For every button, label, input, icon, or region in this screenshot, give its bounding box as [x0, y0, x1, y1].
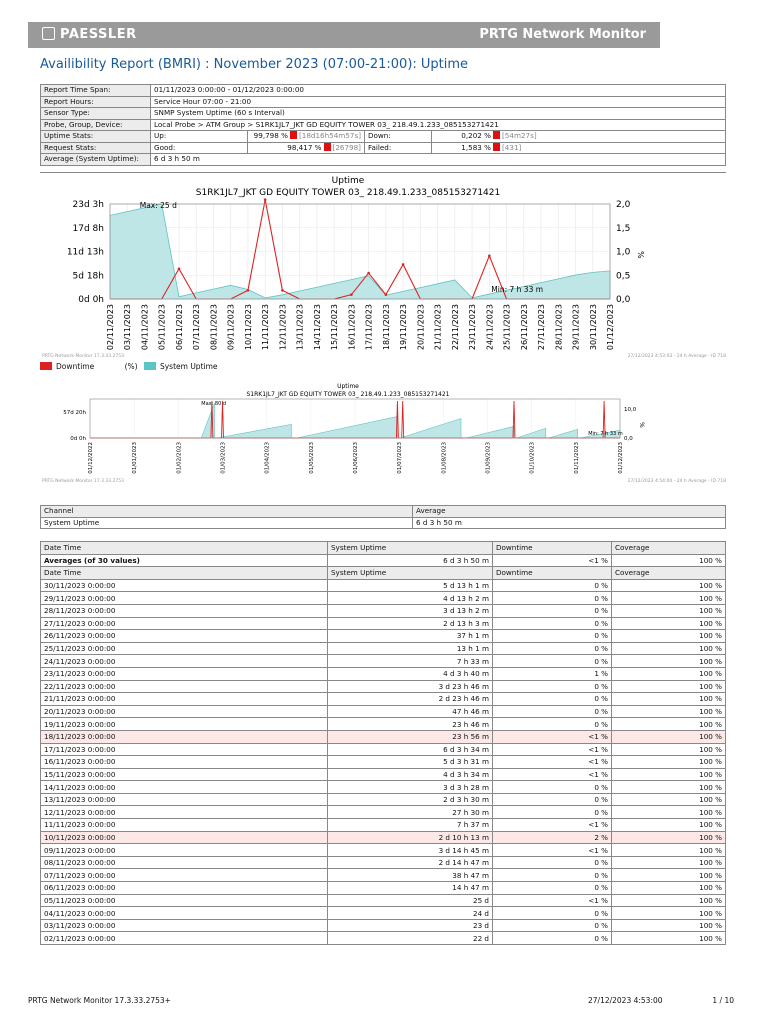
- row-uptime: 37 h 1 m: [328, 630, 493, 643]
- row-uptime: 25 d: [328, 894, 493, 907]
- row-coverage: 100 %: [612, 592, 726, 605]
- col-header: Date Time: [41, 567, 328, 580]
- x-tick: 01/07/2023: [397, 442, 404, 474]
- logo-text: PAESSLER: [60, 27, 137, 42]
- y-right-tick: 1,5: [616, 223, 631, 234]
- avg-downtime: <1 %: [493, 554, 612, 567]
- report-header: [28, 22, 660, 48]
- x-tick: 12/11/2023: [278, 304, 288, 351]
- down-duration: [54m27s]: [502, 131, 537, 141]
- row-datetime: 22/11/2023 0:00:00: [41, 680, 328, 693]
- row-uptime: 2 d 3 h 30 m: [328, 793, 493, 806]
- table-row: [41, 894, 726, 907]
- row-datetime: 07/11/2023 0:00:00: [41, 869, 328, 882]
- row-datetime: 26/11/2023 0:00:00: [41, 630, 328, 643]
- max-label: Max: 80 d: [201, 401, 227, 407]
- table-row: [41, 856, 726, 869]
- info-value: SNMP System Uptime (60 s Interval): [151, 108, 726, 120]
- x-tick: 02/11/2023: [106, 304, 115, 351]
- channel-name: System Uptime: [41, 517, 413, 529]
- failed-percent: 1,583 %: [461, 142, 491, 152]
- row-coverage: 100 %: [612, 932, 726, 945]
- row-coverage: 100 %: [612, 768, 726, 781]
- col-header: Coverage: [612, 567, 726, 580]
- y-right-unit: %: [638, 422, 645, 428]
- row-datetime: 21/11/2023 0:00:00: [41, 693, 328, 706]
- min-label: Min: 7 h 33 m: [491, 285, 544, 294]
- up-bar: [290, 131, 297, 139]
- chart-footer-right: 27/12/2023 4:54:04 - 24 h Average - ID 718: [627, 479, 726, 484]
- downtime-point: [402, 263, 405, 266]
- row-downtime: 0 %: [493, 882, 612, 895]
- row-downtime: 0 %: [493, 856, 612, 869]
- x-tick: 10/11/2023: [243, 304, 253, 351]
- y-right-tick: 0,5: [616, 271, 631, 282]
- x-tick: 29/11/2023: [571, 304, 581, 351]
- row-uptime: 2 d 10 h 13 m: [328, 831, 493, 844]
- row-coverage: 100 %: [612, 806, 726, 819]
- row-uptime: 4 d 3 h 40 m: [328, 667, 493, 680]
- legend-unit: (%): [124, 362, 138, 371]
- row-datetime: 27/11/2023 0:00:00: [41, 617, 328, 630]
- downtime-point: [247, 289, 250, 292]
- x-tick: 13/11/2023: [295, 304, 305, 351]
- row-uptime: 3 d 3 h 28 m: [328, 781, 493, 794]
- row-uptime: 4 d 13 h 2 m: [328, 592, 493, 605]
- row-downtime: <1 %: [493, 894, 612, 907]
- x-tick: 01/02/2023: [176, 442, 183, 474]
- row-uptime: 3 d 13 h 2 m: [328, 604, 493, 617]
- row-downtime: 0 %: [493, 680, 612, 693]
- failed-bar: [493, 143, 500, 151]
- uptime-chart-1y: [40, 382, 726, 487]
- x-tick: 01/12/2023: [606, 304, 615, 351]
- table-row: [41, 756, 726, 769]
- good-label: Good:: [151, 142, 248, 154]
- downtime-point: [488, 255, 491, 258]
- row-datetime: 19/11/2023 0:00:00: [41, 718, 328, 731]
- row-downtime: <1 %: [493, 730, 612, 743]
- channel-average: 6 d 3 h 50 m: [413, 517, 726, 529]
- chart-subtitle: S1RK1JL7_JKT GD EQUITY TOWER 03_ 218.49.1.233_085153271421: [246, 391, 450, 398]
- table-row: [41, 793, 726, 806]
- table-row: [41, 617, 726, 630]
- row-uptime: 3 d 23 h 46 m: [328, 680, 493, 693]
- row-coverage: 100 %: [612, 743, 726, 756]
- chart-footer-left: PRTG Network Monitor 17.3.33.2753: [42, 354, 124, 359]
- row-datetime: 20/11/2023 0:00:00: [41, 705, 328, 718]
- x-tick: 24/11/2023: [485, 304, 495, 351]
- row-coverage: 100 %: [612, 831, 726, 844]
- y-right-tick: 2,0: [616, 200, 631, 210]
- x-tick: 23/11/2023: [468, 304, 478, 351]
- info-value: 6 d 3 h 50 m: [151, 154, 726, 166]
- down-label: Down:: [365, 131, 432, 143]
- info-label: Report Time Span:: [41, 85, 151, 97]
- info-label: Probe, Group, Device:: [41, 119, 151, 131]
- uptime-chart-1y-svg: [40, 382, 726, 487]
- x-tick: 01/10/2023: [529, 441, 536, 474]
- row-coverage: 100 %: [612, 882, 726, 895]
- table-row: [41, 907, 726, 920]
- table-row: [41, 604, 726, 617]
- row-coverage: 100 %: [612, 718, 726, 731]
- row-coverage: 100 %: [612, 756, 726, 769]
- up-percent: 99,798 %: [253, 131, 288, 141]
- report-info-table: [40, 84, 726, 166]
- row-datetime: 12/11/2023 0:00:00: [41, 806, 328, 819]
- x-tick: 21/11/2023: [433, 304, 443, 351]
- x-tick: 20/11/2023: [416, 304, 426, 351]
- row-uptime: 47 h 46 m: [328, 705, 493, 718]
- row-datetime: 06/11/2023 0:00:00: [41, 882, 328, 895]
- x-tick: 19/11/2023: [399, 304, 409, 351]
- row-datetime: 18/11/2023 0:00:00: [41, 730, 328, 743]
- row-downtime: 0 %: [493, 806, 612, 819]
- info-label: Report Hours:: [41, 96, 151, 108]
- table-row: [41, 869, 726, 882]
- row-uptime: 6 d 3 h 34 m: [328, 743, 493, 756]
- row-uptime: 5 d 3 h 31 m: [328, 756, 493, 769]
- x-tick: 01/06/2023: [353, 442, 359, 474]
- row-coverage: 100 %: [612, 819, 726, 832]
- row-coverage: 100 %: [612, 630, 726, 643]
- row-datetime: 13/11/2023 0:00:00: [41, 793, 328, 806]
- row-downtime: <1 %: [493, 756, 612, 769]
- row-uptime: 2 d 23 h 46 m: [328, 693, 493, 706]
- x-tick: 01/09/2023: [485, 442, 492, 474]
- row-downtime: 0 %: [493, 919, 612, 932]
- x-tick: 16/11/2023: [347, 304, 357, 351]
- table-row: [41, 781, 726, 794]
- table-row: [41, 743, 726, 756]
- downtime-swatch: [40, 362, 52, 370]
- down-value: [432, 131, 726, 143]
- y-left-tick: 17d 8h: [72, 223, 104, 234]
- x-tick: 01/01/2023: [132, 442, 139, 474]
- min-label: Min: 7 h 33 m: [588, 431, 623, 437]
- row-uptime: 23 d: [328, 919, 493, 932]
- downtime-point: [350, 293, 353, 296]
- x-tick: 05/11/2023: [157, 304, 167, 351]
- table-row: [41, 693, 726, 706]
- chart-title: Uptime: [331, 176, 365, 186]
- table-row: [41, 932, 726, 945]
- row-downtime: 0 %: [493, 655, 612, 668]
- row-downtime: 0 %: [493, 869, 612, 882]
- col-header: Downtime: [493, 542, 612, 555]
- good-value: [248, 142, 365, 154]
- x-tick: 01/03/2023: [220, 442, 227, 474]
- row-datetime: 10/11/2023 0:00:00: [41, 831, 328, 844]
- row-coverage: 100 %: [612, 730, 726, 743]
- row-coverage: 100 %: [612, 894, 726, 907]
- x-tick: 06/11/2023: [174, 304, 184, 351]
- up-duration: [18d16h54m57s]: [298, 131, 361, 141]
- row-coverage: 100 %: [612, 655, 726, 668]
- chart-footer-left: PRTG Network Monitor 17.3.33.2753: [42, 479, 124, 484]
- row-downtime: 1 %: [493, 667, 612, 680]
- average-header: Average: [413, 506, 726, 518]
- x-tick: 01/12/2022: [88, 442, 94, 474]
- footer-left: PRTG Network Monitor 17.3.33.2753+: [28, 996, 171, 1005]
- downtime-point: [367, 272, 370, 275]
- y-left-tick: 23d 3h: [72, 200, 104, 210]
- failed-value: [432, 142, 726, 154]
- y-left-tick: 5d 18h: [72, 271, 104, 282]
- y-left-tick: 0d 0h: [78, 295, 104, 305]
- row-coverage: 100 %: [612, 604, 726, 617]
- row-datetime: 11/11/2023 0:00:00: [41, 819, 328, 832]
- table-row: [41, 882, 726, 895]
- row-downtime: 0 %: [493, 630, 612, 643]
- table-row: [41, 630, 726, 643]
- row-coverage: 100 %: [612, 693, 726, 706]
- row-downtime: <1 %: [493, 819, 612, 832]
- downtime-point: [264, 198, 267, 201]
- y-right-tick: 10,0: [624, 407, 637, 413]
- x-tick: 01/12/2023: [618, 442, 624, 474]
- chart-subtitle: S1RK1JL7_JKT GD EQUITY TOWER 03_ 218.49.1.233_085153271421: [195, 188, 501, 198]
- row-uptime: 23 h 46 m: [328, 718, 493, 731]
- table-row: [41, 768, 726, 781]
- x-tick: 17/11/2023: [364, 304, 374, 351]
- paessler-logo: [42, 27, 137, 42]
- col-header: Date Time: [41, 542, 328, 555]
- report-title: Availibility Report (BMRI) : November 2023 (07:00-21:00): Uptime: [40, 57, 469, 72]
- row-uptime: 38 h 47 m: [328, 869, 493, 882]
- row-datetime: 03/11/2023 0:00:00: [41, 919, 328, 932]
- row-coverage: 100 %: [612, 781, 726, 794]
- x-tick: 30/11/2023: [588, 304, 598, 351]
- info-label: Uptime Stats:: [41, 131, 151, 143]
- x-tick: 11/11/2023: [261, 304, 271, 351]
- downtime-point: [385, 293, 388, 296]
- table-row: [41, 718, 726, 731]
- legend-downtime: Downtime: [56, 362, 95, 371]
- row-uptime: 23 h 56 m: [328, 730, 493, 743]
- row-coverage: 100 %: [612, 907, 726, 920]
- uptime-chart-30d-svg: [40, 173, 726, 363]
- col-header: System Uptime: [328, 542, 493, 555]
- down-bar: [493, 131, 500, 139]
- avg-uptime: 6 d 3 h 50 m: [328, 554, 493, 567]
- x-tick: 28/11/2023: [554, 304, 564, 351]
- row-downtime: 0 %: [493, 793, 612, 806]
- x-tick: 01/05/2023: [308, 442, 315, 474]
- y-right-tick: 1,0: [616, 247, 631, 258]
- row-downtime: 0 %: [493, 604, 612, 617]
- x-tick: 09/11/2023: [226, 304, 236, 351]
- failed-label: Failed:: [365, 142, 432, 154]
- x-tick: 01/04/2023: [264, 442, 271, 474]
- y-left-tick: 0d 0h: [70, 436, 86, 442]
- table-row: [41, 705, 726, 718]
- row-datetime: 16/11/2023 0:00:00: [41, 756, 328, 769]
- row-downtime: 0 %: [493, 617, 612, 630]
- data-table: [40, 541, 726, 945]
- row-uptime: 13 h 1 m: [328, 642, 493, 655]
- page-number: 1 / 10: [712, 996, 734, 1005]
- channel-header: Channel: [41, 506, 413, 518]
- info-label: Sensor Type:: [41, 108, 151, 120]
- x-tick: 15/11/2023: [330, 304, 340, 351]
- table-row: [41, 844, 726, 857]
- row-downtime: 0 %: [493, 705, 612, 718]
- row-downtime: 2 %: [493, 831, 612, 844]
- row-uptime: 7 h 33 m: [328, 655, 493, 668]
- row-downtime: 0 %: [493, 718, 612, 731]
- row-datetime: 08/11/2023 0:00:00: [41, 856, 328, 869]
- row-coverage: 100 %: [612, 617, 726, 630]
- info-value: 01/11/2023 0:00:00 - 01/12/2023 0:00:00: [151, 85, 726, 97]
- row-datetime: 15/11/2023 0:00:00: [41, 768, 328, 781]
- chart-title: Uptime: [337, 383, 359, 390]
- product-name: PRTG Network Monitor: [479, 27, 646, 42]
- row-uptime: 2 d 14 h 47 m: [328, 856, 493, 869]
- paessler-logo-icon: [42, 27, 55, 40]
- table-row: [41, 579, 726, 592]
- table-row: [41, 680, 726, 693]
- row-datetime: 25/11/2023 0:00:00: [41, 642, 328, 655]
- uptime-chart-30d: [40, 172, 726, 373]
- table-row: [41, 730, 726, 743]
- legend-uptime: System Uptime: [159, 362, 218, 371]
- row-downtime: 0 %: [493, 579, 612, 592]
- col-header: Coverage: [612, 542, 726, 555]
- x-tick: 04/11/2023: [140, 304, 150, 351]
- row-datetime: 24/11/2023 0:00:00: [41, 655, 328, 668]
- row-downtime: 0 %: [493, 781, 612, 794]
- x-tick: 18/11/2023: [381, 304, 391, 351]
- row-coverage: 100 %: [612, 793, 726, 806]
- y-left-tick: 11d 13h: [66, 247, 104, 258]
- downtime-point: [281, 289, 284, 292]
- x-tick: 27/11/2023: [537, 304, 547, 351]
- y-left-tick: 57d 20h: [63, 410, 86, 416]
- uptime-swatch: [144, 362, 156, 370]
- x-tick: 14/11/2023: [312, 304, 322, 351]
- row-uptime: 7 h 37 m: [328, 819, 493, 832]
- row-uptime: 3 d 14 h 45 m: [328, 844, 493, 857]
- good-count: [26798]: [332, 142, 361, 152]
- table-row: [41, 919, 726, 932]
- table-row: [41, 806, 726, 819]
- info-label: Average (System Uptime):: [41, 154, 151, 166]
- down-percent: 0,202 %: [461, 131, 491, 141]
- col-header: Downtime: [493, 567, 612, 580]
- up-value: [248, 131, 365, 143]
- info-value: Service Hour 07:00 - 21:00: [151, 96, 726, 108]
- row-uptime: 5 d 13 h 1 m: [328, 579, 493, 592]
- x-tick: 08/11/2023: [209, 304, 219, 351]
- good-bar: [324, 143, 331, 151]
- channel-table: [40, 505, 726, 529]
- row-datetime: 05/11/2023 0:00:00: [41, 894, 328, 907]
- table-row: [41, 642, 726, 655]
- row-uptime: 24 d: [328, 907, 493, 920]
- downtime-point: [178, 267, 181, 270]
- row-downtime: 0 %: [493, 693, 612, 706]
- row-downtime: 0 %: [493, 642, 612, 655]
- avg-label: Averages (of 30 values): [41, 554, 328, 567]
- y-right-tick: 0,0: [624, 436, 633, 442]
- row-datetime: 17/11/2023 0:00:00: [41, 743, 328, 756]
- col-header: System Uptime: [328, 567, 493, 580]
- table-row: [41, 831, 726, 844]
- failed-count: [431]: [502, 142, 522, 152]
- row-downtime: <1 %: [493, 844, 612, 857]
- max-label: Max: 25 d: [139, 201, 177, 210]
- row-datetime: 02/11/2023 0:00:00: [41, 932, 328, 945]
- x-tick: 07/11/2023: [192, 304, 202, 351]
- table-row: [41, 819, 726, 832]
- row-datetime: 29/11/2023 0:00:00: [41, 592, 328, 605]
- chart-footer-right: 27/12/2023 4:53:03 - 24 h Average - ID 718: [627, 354, 726, 359]
- row-datetime: 28/11/2023 0:00:00: [41, 604, 328, 617]
- row-coverage: 100 %: [612, 844, 726, 857]
- row-uptime: 2 d 13 h 3 m: [328, 617, 493, 630]
- row-uptime: 4 d 3 h 34 m: [328, 768, 493, 781]
- row-coverage: 100 %: [612, 919, 726, 932]
- row-coverage: 100 %: [612, 667, 726, 680]
- row-datetime: 14/11/2023 0:00:00: [41, 781, 328, 794]
- row-datetime: 23/11/2023 0:00:00: [41, 667, 328, 680]
- up-label: Up:: [151, 131, 248, 143]
- y-right-tick: 0,0: [616, 295, 631, 305]
- x-tick: 25/11/2023: [502, 304, 512, 351]
- row-datetime: 30/11/2023 0:00:00: [41, 579, 328, 592]
- row-uptime: 14 h 47 m: [328, 882, 493, 895]
- footer-date: 27/12/2023 4:53:00: [588, 996, 663, 1005]
- row-coverage: 100 %: [612, 705, 726, 718]
- x-tick: 01/11/2023: [573, 442, 580, 474]
- table-row: [41, 592, 726, 605]
- avg-coverage: 100 %: [612, 554, 726, 567]
- row-coverage: 100 %: [612, 642, 726, 655]
- x-tick: 26/11/2023: [519, 304, 529, 351]
- row-downtime: 0 %: [493, 592, 612, 605]
- row-uptime: 27 h 30 m: [328, 806, 493, 819]
- row-coverage: 100 %: [612, 680, 726, 693]
- row-downtime: 0 %: [493, 932, 612, 945]
- table-row: [41, 667, 726, 680]
- chart-legend: [40, 362, 218, 371]
- row-coverage: 100 %: [612, 856, 726, 869]
- row-uptime: 22 d: [328, 932, 493, 945]
- table-row: [41, 655, 726, 668]
- y-right-unit: %: [636, 251, 645, 259]
- row-datetime: 04/11/2023 0:00:00: [41, 907, 328, 920]
- info-label: Request Stats:: [41, 142, 151, 154]
- x-tick: 03/11/2023: [123, 304, 133, 351]
- row-downtime: <1 %: [493, 768, 612, 781]
- row-downtime: 0 %: [493, 907, 612, 920]
- row-coverage: 100 %: [612, 869, 726, 882]
- x-tick: 01/08/2023: [441, 442, 448, 474]
- good-percent: 98,417 %: [287, 142, 322, 152]
- row-downtime: <1 %: [493, 743, 612, 756]
- row-coverage: 100 %: [612, 579, 726, 592]
- info-value: Local Probe > ATM Group > S1RK1JL7_JKT GD EQUITY TOWER 03_ 218.49.1.233_085153271421: [151, 119, 726, 131]
- x-tick: 22/11/2023: [450, 304, 460, 351]
- row-datetime: 09/11/2023 0:00:00: [41, 844, 328, 857]
